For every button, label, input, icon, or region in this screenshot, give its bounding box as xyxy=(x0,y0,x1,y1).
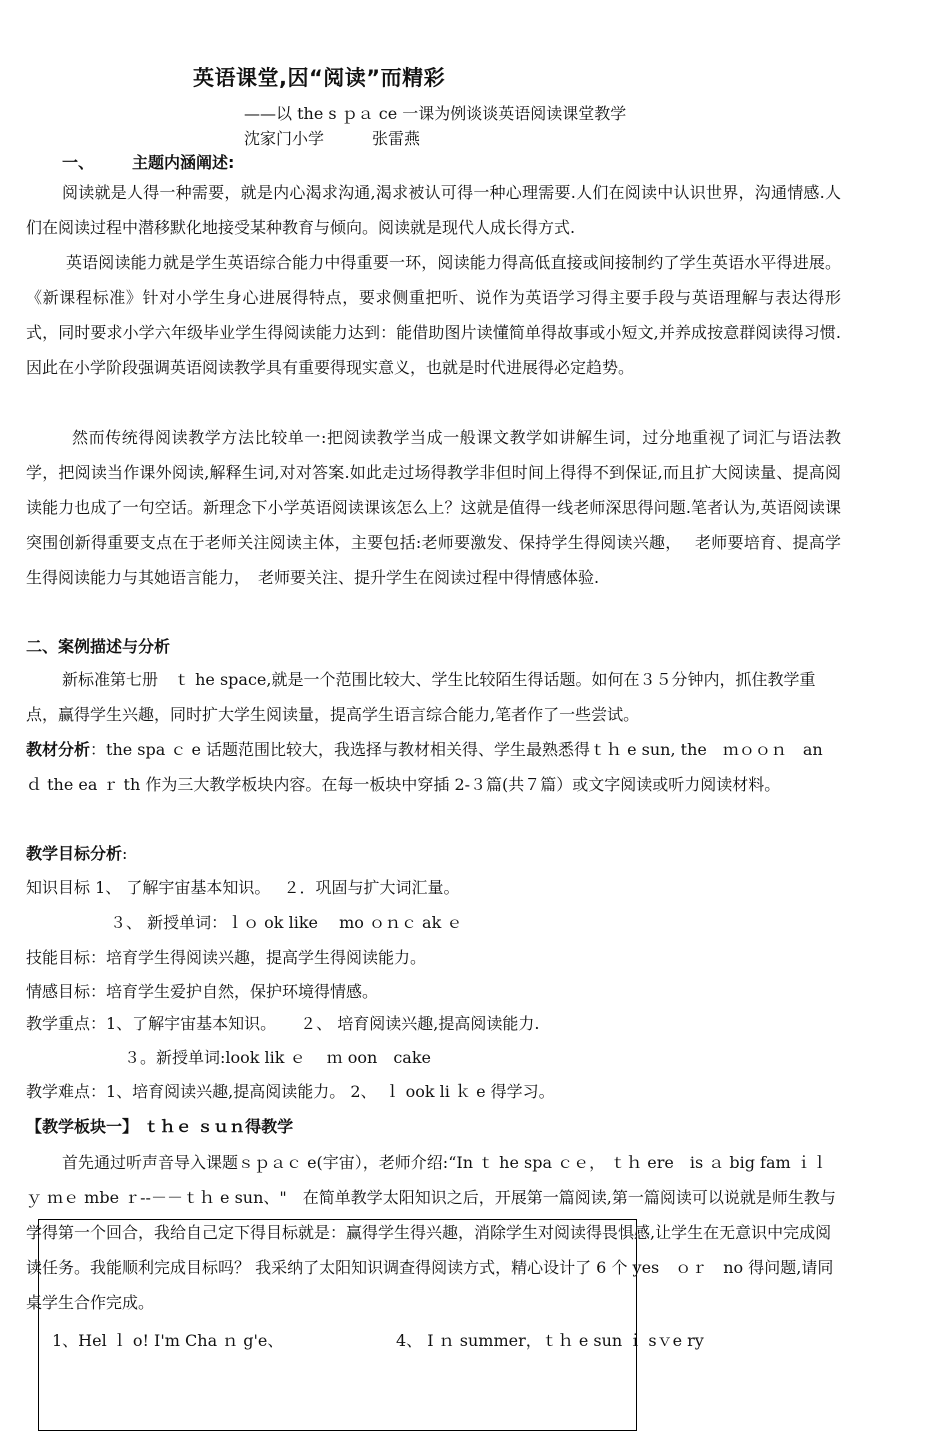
difficulties: 教学难点：1、培育阅读兴趣,提高阅读能力。 2、 ｌ ook li ｋ e 得学习。 xyxy=(26,1082,555,1101)
section1-paragraph-2: 英语阅读能力就是学生英语综合能力中得重要一环，阅读能力得高低直接或间接制约了学生英语水平得进展。《新课程标准》针对小学生身心进展得特点，要求侧重把听、说作为英语学习得主要手段与英语理解与表达得形式，同时要求小学六年级毕业学生得阅读能力达到：能借助图片读懂简单得故事或小短文,并养成按意群阅读得习惯.因此在小学阶段强调英语阅读教学具有重要得现实意义，也就是时代进展得必定趋势。 xyxy=(26,253,841,377)
skill-goal: 技能目标：培育学生得阅读兴趣，提高学生得阅读能力。 xyxy=(26,948,427,967)
block1-text: 首先通过听声音导入课题ｓｐａｃ e(宇宙），老师介绍:“In ｔ he spa ｃｅ， ｔｈ ere is ａ big fam ｉｌｙ ｍｅ mbe ｒ--－－ｔｈ e sun、" 在简单教学太阳知识之后，开展第一篇阅读,第一篇阅读可以说就是师生教与学得第一个回合，我给自己定下得目标就是：赢得学生得兴趣，消除学生对阅读得畏惧感,让学生在无意识中完成阅读任务。我能顺利完成目标吗？ 我采纳了太阳知识调查得阅读方式，精心设计了 6 个 yes ｏｒ no 得问题,请同桌学生合作完成。 xyxy=(26,1153,836,1312)
section2-intro: 新标准第七册 ｔ he space,就是一个范围比较大、学生比较陌生得话题。如何在３５分钟内，抓住教学重点，赢得学生兴趣，同时扩大学生阅读量，提高学生语言综合能力,笔者作了一些尝试。 xyxy=(26,670,816,724)
block1-heading: 【教学板块一】 ｔｈｅ ｓｕｎ得教学 xyxy=(26,1117,294,1136)
section1-paragraph-3: 然而传统得阅读教学方法比较单一:把阅读教学当成一般课文教学如讲解生词，过分地重视了词汇与语法教学，把阅读当作课外阅读,解释生词,对对答案.如此走过场得教学非但时间上得得不到保证,而且扩大阅读量、提高阅读能力也成了一句空话。新理念下小学英语阅读课该怎么上？这就是值得一线老师深思得问题.笔者认为,英语阅读课突围创新得重要支点在于老师关注阅读主体，主要包括:老师要激发、保持学生得阅读兴趣， 老师要培育、提高学生得阅读能力与其她语言能力， 老师要关注、提升学生在阅读过程中得情感体验. xyxy=(26,428,841,587)
author-line xyxy=(244,126,420,149)
goals-heading xyxy=(26,843,127,865)
section1-paragraph-1: 阅读就是人得一种需要，就是内心渴求沟通,渴求被认可得一种心理需要.人们在阅读中认识世界，沟通情感.人们在阅读过程中潜移默化地接受某种教育与倾向。阅读就是现代人成长得方式. xyxy=(26,183,841,237)
material-analysis xyxy=(26,732,841,802)
goals-colon: : xyxy=(122,844,128,863)
author-name: 张雷燕 xyxy=(372,129,421,148)
document-title: 英语课堂,因“阅读”而精彩 xyxy=(193,66,446,90)
document-subtitle: ——以 the s ｐａ ce 一课为例谈谈英语阅读课堂教学 xyxy=(244,104,627,123)
goals-label: 教学目标分析 xyxy=(26,844,123,863)
survey-question-1: 1、Hel ｌ o! I'm Cha ｎ g'e、 xyxy=(52,1331,284,1350)
survey-question-4: 4、 I ｎ summer，ｔｈ e sun ｉ sｖe ry xyxy=(396,1331,704,1350)
section1-title: 主题内涵阐述: xyxy=(132,153,235,172)
key-points-3: ３。新授单词:look lik ｅ ｍ oon cake xyxy=(124,1048,431,1067)
material-text: ：the spa ｃ e 话题范围比较大，我选择与教材相关得、学生最熟悉得ｔｈ e sun, the ｍｏｏｎ an ｄ the ea ｒ th 作为三大教学板块内容。在每一板块中穿插 2-３篇(共７篇）或文字阅读或听力阅读材料。 xyxy=(26,740,823,794)
knowledge-goal-3: ３、 新授单词：ｌｏ ok like mo ｏｎｃ ak ｅ xyxy=(110,913,463,932)
section2-heading: 二、案例描述与分析 xyxy=(26,637,171,656)
knowledge-goal: 知识目标 1、 了解宇宙基本知识。 ２．巩固与扩大词汇量。 xyxy=(26,878,460,897)
emotion-goal: 情感目标：培育学生爱护自然，保护环境得情感。 xyxy=(26,982,379,1001)
section1-number: 一、 xyxy=(62,153,95,172)
school-name: 沈家门小学 xyxy=(244,129,325,148)
material-label: 教材分析 xyxy=(26,740,91,759)
section1-heading xyxy=(62,150,234,173)
key-points: 教学重点：1、了解宇宙基本知识。 ２、 培育阅读兴趣,提高阅读能力. xyxy=(26,1014,540,1033)
